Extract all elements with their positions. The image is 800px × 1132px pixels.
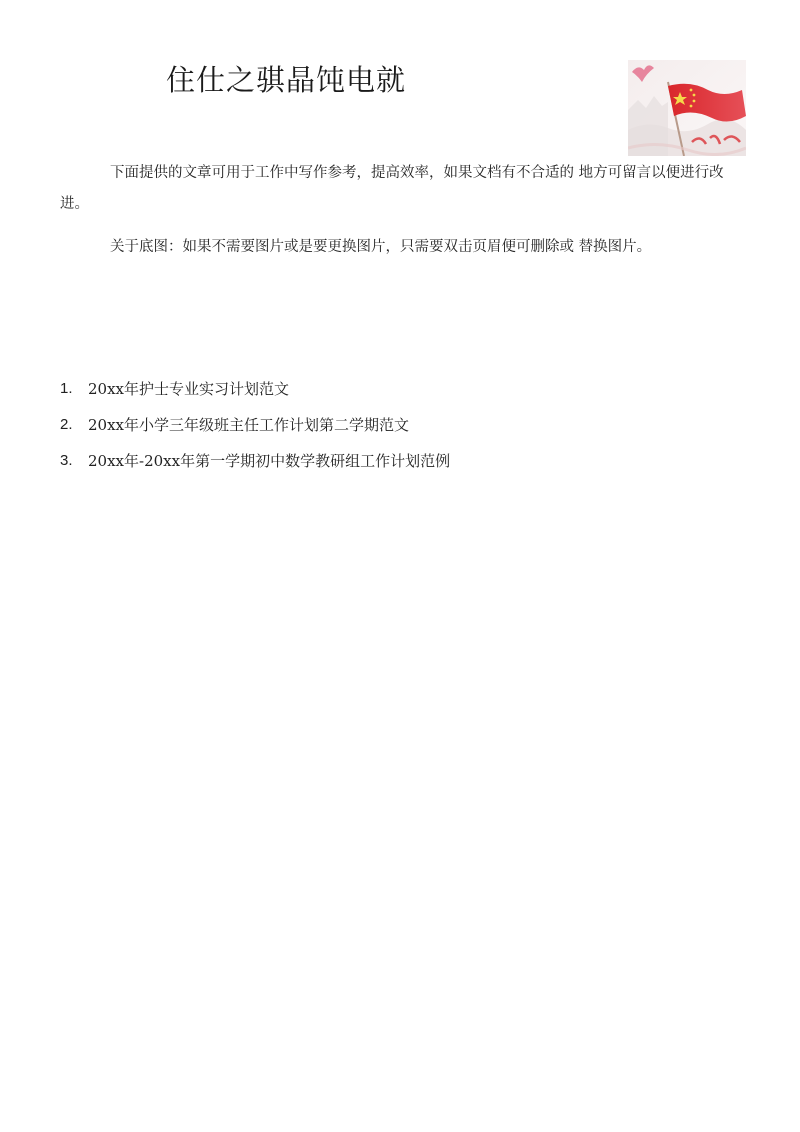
list-item-number: 1. (60, 379, 73, 397)
list-item-text: 20xx年护士专业实习计划范文 (88, 379, 290, 398)
list-item-text: 20xx年小学三年级班主任工作计划第二学期范文 (88, 415, 410, 434)
flag-illustration-icon (628, 60, 746, 156)
list-item-text: 20xx年-20xx年第一学期初中数学教研组工作计划范例 (88, 451, 451, 470)
intro-paragraph (60, 158, 730, 220)
background-note-text: 关于底图：如果不需要图片或是要更换图片，只需要双击页眉便可删除或 替换图片。 (110, 239, 652, 255)
intro-paragraph-text: 下面提供的文章可用于工作中写作参考，提高效率，如果文档有不合适的 地方可留言以便进行改进。 (60, 165, 724, 212)
page-title: 住仕之骐晶饨电就 (166, 63, 407, 97)
list-item[interactable] (60, 442, 740, 478)
list-item-number: 3. (60, 451, 73, 469)
list-item[interactable] (60, 406, 740, 442)
list-item[interactable] (60, 370, 740, 406)
background-note-paragraph (60, 232, 730, 263)
article-list (60, 370, 740, 478)
list-item-number: 2. (60, 415, 73, 433)
header-flag-image[interactable] (628, 60, 746, 156)
